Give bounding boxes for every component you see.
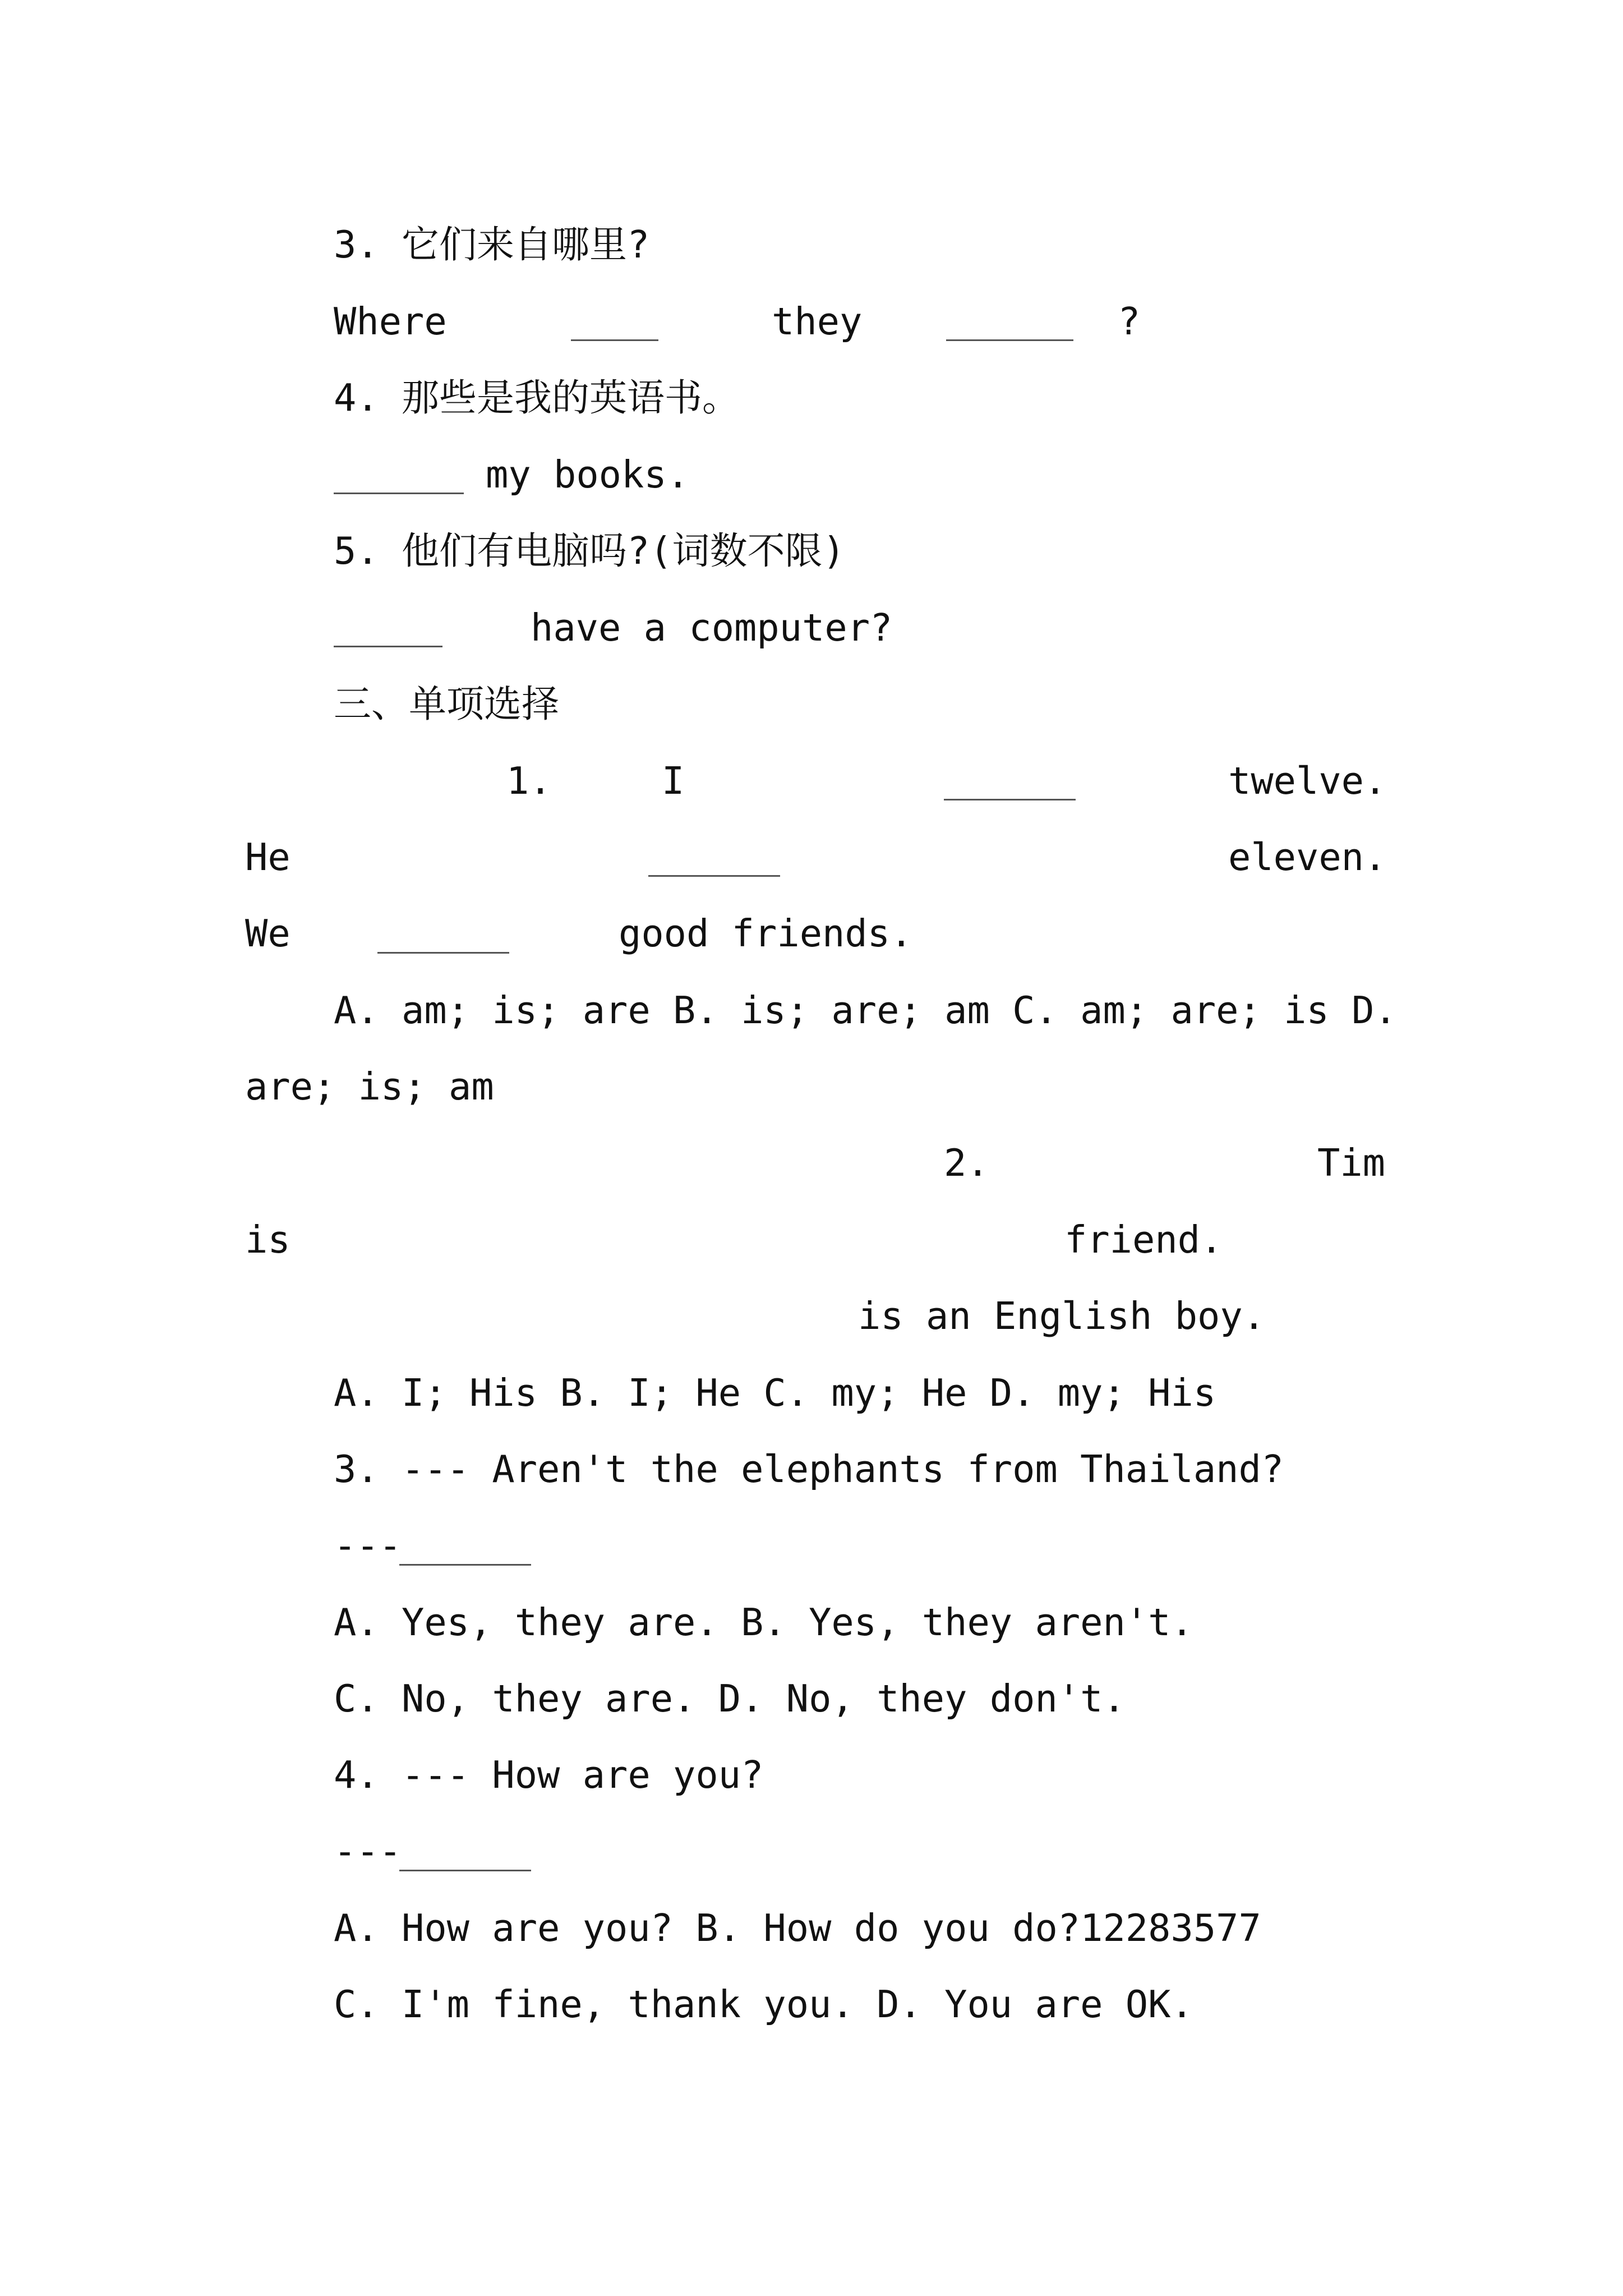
mc3-answer-blank bbox=[399, 1564, 531, 1566]
mc2-word-friend: friend. bbox=[1064, 1218, 1223, 1262]
mc3-answer-prefix: --- bbox=[334, 1524, 402, 1567]
q3-blank-2 bbox=[946, 339, 1073, 341]
mc1-options-line2: are; is; am bbox=[245, 1065, 494, 1108]
mc4-question: 4. --- How are you? bbox=[334, 1753, 764, 1797]
mc1-blank-1 bbox=[944, 799, 1076, 800]
q4-blank bbox=[334, 493, 464, 494]
mc4-options-line2: C. I'm fine, thank you. D. You are OK. bbox=[334, 1982, 1193, 2026]
mc4-answer-prefix: --- bbox=[334, 1829, 402, 1873]
q5-blank bbox=[334, 646, 442, 647]
mc3-question: 3. --- Aren't the elephants from Thailand? bbox=[334, 1447, 1284, 1491]
mc1-word-we: We bbox=[245, 912, 291, 955]
q5-english: have a computer? bbox=[531, 606, 893, 650]
mc4-options-line1: A. How are you? B. How do you do?12283577 bbox=[334, 1906, 1261, 1950]
mc4-answer-blank bbox=[399, 1870, 531, 1871]
mc1-word-eleven: eleven. bbox=[1228, 835, 1387, 879]
q4-chinese: 4. 那些是我的英语书。 bbox=[334, 376, 740, 420]
mc2-number: 2. bbox=[944, 1141, 989, 1185]
mc2-english-boy: is an English boy. bbox=[858, 1294, 1266, 1338]
mc1-word-twelve: twelve. bbox=[1228, 759, 1387, 803]
mc3-options-line2: C. No, they are. D. No, they don't. bbox=[334, 1677, 1126, 1720]
mc3-options-line1: A. Yes, they are. B. Yes, they aren't. bbox=[334, 1600, 1193, 1644]
q3-word-they: they bbox=[772, 300, 863, 343]
mc1-options-line1: A. am; is; are B. is; are; am C. am; are; is D. bbox=[334, 988, 1397, 1032]
mc1-good-friends: good friends. bbox=[619, 912, 913, 955]
q3-word-where: Where bbox=[334, 300, 447, 343]
mc1-word-he: He bbox=[245, 835, 291, 879]
mc1-blank-2 bbox=[648, 875, 780, 877]
q3-chinese: 3. 它们来自哪里? bbox=[334, 223, 650, 266]
mc1-blank-3 bbox=[377, 952, 509, 954]
q3-blank-1 bbox=[571, 339, 658, 341]
section-title: 三、单项选择 bbox=[334, 682, 559, 726]
mc2-word-tim: Tim bbox=[1317, 1141, 1386, 1185]
q5-chinese: 5. 他们有电脑吗?(词数不限) bbox=[334, 529, 846, 573]
q4-english: my books. bbox=[486, 453, 690, 496]
mc2-word-is: is bbox=[245, 1218, 291, 1262]
mc1-number: 1. bbox=[506, 759, 552, 803]
mc1-word-i: I bbox=[662, 759, 685, 803]
q3-question-mark: ? bbox=[1118, 300, 1141, 343]
mc2-options: A. I; His B. I; He C. my; He D. my; His bbox=[334, 1371, 1216, 1415]
